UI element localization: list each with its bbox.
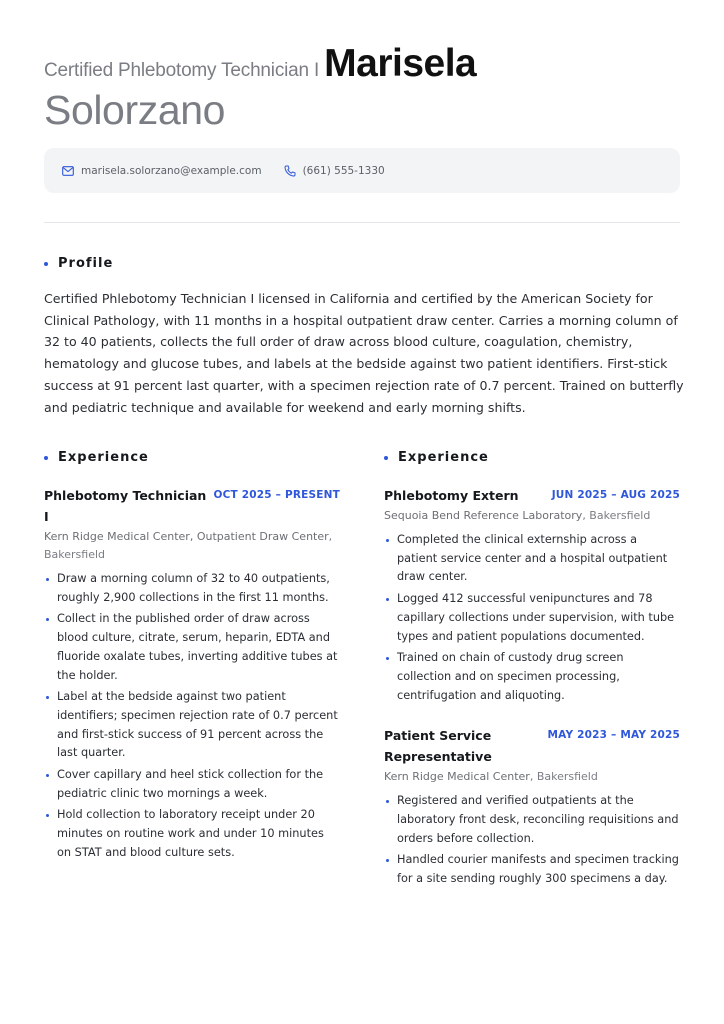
job-organization <box>384 507 680 525</box>
job-role: Phlebotomy Extern <box>384 488 519 503</box>
phone-text: (661) 555-1330 <box>302 164 385 177</box>
bullet-dot <box>44 262 48 266</box>
list-item: Label at the bedside against two patient identifiers; specimen rejection rate of 0.7 percent and first-stick success of 91 percent across the last quarter. <box>44 688 340 763</box>
experience-heading-text: Experience <box>398 450 489 465</box>
profile-summary: Certified Phlebotomy Technician I licensed in California and certified by the American Society for Clinical Pathology, with 11 months in a hospital outpatient draw center. Carries a morning column of 32 to 40 patients, collects the full order of draw across blood culture, coagulation, chemistry, hematology and glucose tubes, and labels at the bedside against two patient identifiers. First-stick success at 91 percent last quarter, with a specimen rejection rate of 0.7 percent. Trained on butterfly and pediatric technique and available for weekend and early morning shifts. <box>44 291 684 415</box>
email-contact[interactable] <box>62 165 262 177</box>
profile-heading <box>44 256 113 271</box>
experience-heading-text: Experience <box>58 450 149 465</box>
profile-heading-text: Profile <box>58 256 114 271</box>
list-item: Completed the clinical externship across a patient service center and a hospital outpatient draw center. <box>384 531 680 587</box>
job-title: Certified Phlebotomy Technician I <box>44 60 320 81</box>
header-divider <box>44 222 680 223</box>
org-location: , Bakersfield <box>582 509 651 522</box>
list-item: Hold collection to laboratory receipt under 20 minutes on routine work and under 10 minutes on STAT and blood culture sets. <box>44 806 340 862</box>
org-name: Kern Ridge Medical Center, Outpatient Draw Center <box>44 530 329 543</box>
list-item: Registered and verified outpatients at the laboratory front desk, reconciling requisitions and orders before collection. <box>384 792 680 848</box>
org-location: , Bakersfield <box>529 770 598 784</box>
job-dates: OCT 2025 – PRESENT <box>213 489 340 501</box>
job-entry <box>384 725 680 889</box>
list-item: Handled courier manifests and specimen tracking for a site sending roughly 300 specimens a day. <box>384 851 680 888</box>
list-item: Trained on chain of custody drug screen collection and on specimen processing, centrifugation and aliquoting. <box>384 649 680 705</box>
list-item: Logged 412 successful venipunctures and 78 capillary collections under supervision, with tube types and patient populations documented. <box>384 590 680 646</box>
phone-icon <box>284 165 296 177</box>
email-text: marisela.solorzano@example.com <box>81 164 262 177</box>
phone-contact[interactable] <box>284 165 385 177</box>
resume-page <box>44 0 684 1024</box>
job-bullets <box>384 531 680 705</box>
job-organization <box>44 528 340 564</box>
list-item: Draw a morning column of 32 to 40 outpatients, roughly 2,900 collections in the first 11 months. <box>44 570 340 607</box>
job-role: Patient Service Representative <box>384 728 492 765</box>
job-organization <box>384 768 680 786</box>
org-location: , Bakersfield <box>44 530 333 561</box>
job-role: Phlebotomy Technician I <box>44 488 207 524</box>
experience-column-left <box>44 450 340 866</box>
first-name: Marisela <box>324 42 477 85</box>
resume-header <box>44 44 680 134</box>
last-name: Solorzano <box>44 87 226 133</box>
job-entry <box>384 485 680 705</box>
job-bullets <box>44 570 340 863</box>
experience-heading <box>384 450 680 465</box>
job-bullets <box>384 792 680 889</box>
list-item: Collect in the published order of draw across blood culture, citrate, serum, heparin, EDTA and fluoride oxalate tubes, inverting additive tubes at the holder. <box>44 610 340 685</box>
job-dates: JUN 2025 – AUG 2025 <box>551 489 680 501</box>
job-dates: MAY 2023 – MAY 2025 <box>547 729 680 742</box>
bullet-dot <box>44 456 48 460</box>
experience-column-right <box>384 450 680 892</box>
experience-heading <box>44 450 340 465</box>
org-name: Sequoia Bend Reference Laboratory <box>384 509 583 522</box>
bullet-dot <box>384 456 388 460</box>
contact-bar <box>44 148 680 193</box>
org-name: Kern Ridge Medical Center <box>384 770 530 784</box>
job-entry <box>44 485 340 863</box>
list-item: Cover capillary and heel stick collection for the pediatric clinic two mornings a week. <box>44 766 340 803</box>
envelope-icon <box>62 166 74 176</box>
